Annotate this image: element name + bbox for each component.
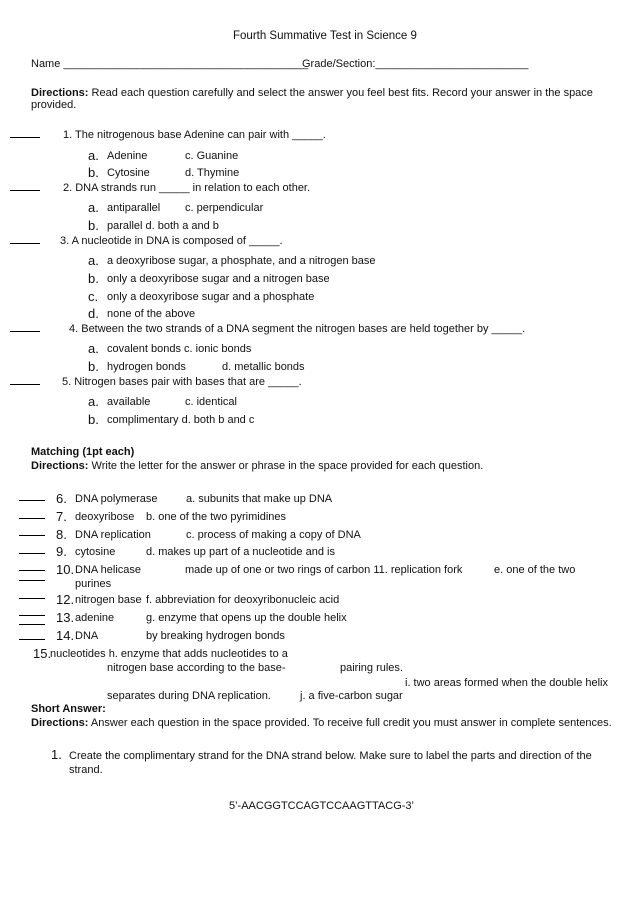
- definition-h-end: pairing rules.: [340, 662, 403, 674]
- directions-text: Answer each question in the space provided. To receive full credit you must answer in complete sentences.: [88, 717, 612, 729]
- term-13: adenine: [75, 612, 115, 624]
- answer-blank-14[interactable]: [19, 624, 45, 625]
- q5-option-a: available: [107, 396, 151, 408]
- q3-option-b: only a deoxyribose sugar and a nitrogen base: [107, 273, 330, 285]
- dna-strand: 5’-AACGGTCCAGTCCAAGTTACG-3’: [229, 800, 414, 812]
- directions-text: Write the letter for the answer or phrase in the space provided for each question.: [88, 460, 484, 472]
- directions-label: Directions:: [31, 717, 89, 729]
- option-letter-a: a.: [88, 148, 99, 163]
- q4-option-b: hydrogen bonds: [107, 361, 186, 373]
- option-letter-a: a.: [88, 200, 99, 215]
- q4-option-d: d. metallic bonds: [222, 361, 305, 373]
- item-number-7: 7.: [56, 509, 67, 524]
- answer-blank-10[interactable]: [19, 570, 45, 571]
- definition-f: f. abbreviation for deoxyribonucleic acid: [146, 594, 340, 606]
- option-letter-b: b.: [88, 271, 99, 286]
- definition-e: e. one of the two: [494, 564, 576, 576]
- short-answer-question-1: Create the complimentary strand for the DNA strand below. Make sure to label the parts and direction of the: [69, 750, 592, 762]
- definition-d-continued: made up of one or two rings of carbon 11. replication fork: [185, 564, 463, 576]
- q3-option-c: only a deoxyribose sugar and a phosphate: [107, 291, 315, 303]
- option-letter-b: b.: [88, 359, 99, 374]
- q3-option-d: none of the above: [107, 308, 196, 320]
- directions-block: [31, 87, 593, 99]
- grade-section-label: Grade/Section:_________________________: [302, 58, 529, 70]
- q5-option-b-d: complimentary d. both b and c: [107, 414, 255, 426]
- definition-i-continued: separates during DNA replication.: [107, 690, 271, 702]
- short-answer-directions: [31, 717, 612, 729]
- option-letter-b: b.: [88, 165, 99, 180]
- q2-option-a: antiparallel: [107, 202, 161, 214]
- item-number-12: 12.: [56, 592, 75, 607]
- q2-option-c: c. perpendicular: [185, 202, 264, 214]
- term-14: DNA: [75, 630, 99, 642]
- answer-blank-4[interactable]: [10, 331, 40, 332]
- definition-a: a. subunits that make up DNA: [186, 493, 333, 505]
- option-letter-a: a.: [88, 394, 99, 409]
- definition-g: g. enzyme that opens up the double helix: [146, 612, 347, 624]
- directions-label: Directions:: [31, 87, 89, 99]
- definition-h-continued: nitrogen base according to the base-: [107, 662, 286, 674]
- question-2: 2. DNA strands run _____ in relation to each other.: [63, 182, 311, 194]
- q1-option-d: d. Thymine: [185, 167, 240, 179]
- term-8: DNA replication: [75, 529, 151, 541]
- answer-blank-11[interactable]: [19, 580, 45, 581]
- answer-blank-5[interactable]: [10, 384, 40, 385]
- q3-option-a: a deoxyribose sugar, a phosphate, and a nitrogen base: [107, 255, 376, 267]
- option-letter-a: a.: [88, 253, 99, 268]
- short-answer-question-1-continued: strand.: [69, 764, 103, 776]
- name-field-label: Name ________________________________________: [31, 58, 309, 70]
- definition-i: i. two areas formed when the double helix: [405, 677, 609, 689]
- option-letter-d: d.: [88, 306, 99, 321]
- answer-blank-3[interactable]: [10, 243, 40, 244]
- option-letter-a: a.: [88, 341, 99, 356]
- question-1: 1. The nitrogenous base Adenine can pair with _____.: [63, 129, 326, 141]
- answer-blank-2[interactable]: [10, 190, 40, 191]
- term-12: nitrogen base: [75, 594, 142, 606]
- answer-blank-15[interactable]: [19, 639, 45, 640]
- item-number-15: 15.: [33, 646, 52, 661]
- directions-text-continued: provided.: [31, 99, 77, 111]
- q5-option-c: c. identical: [185, 396, 237, 408]
- term-10: DNA helicase: [75, 564, 142, 576]
- question-3: 3. A nucleotide in DNA is composed of _____.: [60, 235, 283, 247]
- answer-blank-9[interactable]: [19, 553, 45, 554]
- question-4: 4. Between the two strands of a DNA segment the nitrogen bases are held together by _____.: [69, 323, 526, 335]
- question-5: 5. Nitrogen bases pair with bases that are _____.: [62, 376, 302, 388]
- term-6: DNA polymerase: [75, 493, 158, 505]
- item-number-6: 6.: [56, 491, 67, 506]
- answer-blank-6[interactable]: [19, 500, 45, 501]
- answer-blank-1[interactable]: [10, 137, 40, 138]
- term-15: nucleotides h. enzyme that adds nucleotides to a: [50, 648, 288, 660]
- item-number-9: 9.: [56, 544, 67, 559]
- item-number-14: 14.: [56, 628, 75, 643]
- term-9: cytosine: [75, 546, 116, 558]
- item-number-13: 13.: [56, 610, 75, 625]
- definition-j: j. a five-carbon sugar: [300, 690, 403, 702]
- page-title: Fourth Summative Test in Science 9: [233, 30, 417, 42]
- q1-option-a: Adenine: [107, 150, 148, 162]
- definition-c: c. process of making a copy of DNA: [186, 529, 361, 541]
- q1-option-c: c. Guanine: [185, 150, 239, 162]
- definition-g-continued: by breaking hydrogen bonds: [146, 630, 285, 642]
- q4-option-a-c: covalent bonds c. ionic bonds: [107, 343, 252, 355]
- item-number-8: 8.: [56, 527, 67, 542]
- item-number-10: 10.: [56, 562, 75, 577]
- definition-d: d. makes up part of a nucleotide and is: [146, 546, 335, 558]
- option-letter-c: c.: [88, 289, 99, 304]
- answer-blank-12[interactable]: [19, 598, 45, 599]
- short-answer-number-1: 1.: [51, 747, 62, 762]
- term-7: deoxyribose: [75, 511, 135, 523]
- directions-label: Directions:: [31, 460, 89, 472]
- option-letter-b: b.: [88, 412, 99, 427]
- matching-heading: Matching (1pt each): [31, 446, 135, 458]
- answer-blank-7[interactable]: [19, 518, 45, 519]
- short-answer-heading: Short Answer:: [31, 703, 106, 715]
- q2-option-b-d: parallel d. both a and b: [107, 220, 219, 232]
- answer-blank-8[interactable]: [19, 535, 45, 536]
- directions-text: Read each question carefully and select the answer you feel best fits. Record your answer in the space: [88, 87, 593, 99]
- option-letter-b: b.: [88, 218, 99, 233]
- matching-directions: [31, 460, 483, 472]
- definition-e-continued: purines: [75, 578, 112, 590]
- answer-blank-13[interactable]: [19, 615, 45, 616]
- definition-b: b. one of the two pyrimidines: [146, 511, 287, 523]
- q1-option-b: Cytosine: [107, 167, 150, 179]
